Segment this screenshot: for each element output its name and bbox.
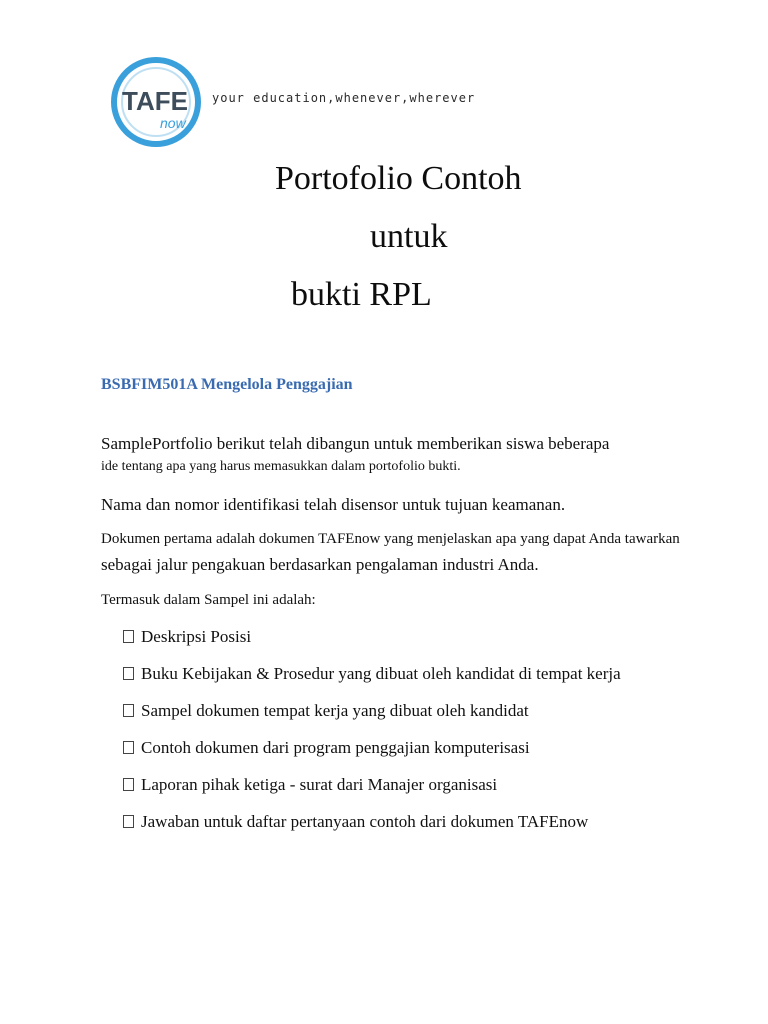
tagline: your education,whenever,wherever <box>212 91 476 105</box>
intro-paragraph-line-1: SamplePortfolio berikut telah dibangun untuk memberikan siswa beberapa <box>101 434 610 453</box>
security-note: Nama dan nomor identifikasi telah disensor untuk tujuan keamanan. <box>101 495 566 514</box>
list-item <box>123 664 621 701</box>
contents-list <box>123 627 621 849</box>
contents-intro: Termasuk dalam Sampel ini adalah: <box>101 592 316 608</box>
document-title-line-1: Portofolio Contoh <box>275 160 522 197</box>
intro-paragraph-line-2: ide tentang apa yang harus memasukkan dalam portofolio bukti. <box>101 459 461 474</box>
list-item <box>123 701 621 738</box>
list-item-text: Jawaban untuk daftar pertanyaan contoh dari dokumen TAFEnow <box>141 812 589 831</box>
list-item-text: Laporan pihak ketiga - surat dari Manajer organisasi <box>141 775 498 794</box>
bullet-box-icon <box>123 741 134 754</box>
list-item <box>123 738 621 775</box>
bullet-box-icon <box>123 815 134 828</box>
tafenow-logo <box>108 54 204 150</box>
list-item-text: Sampel dokumen tempat kerja yang dibuat oleh kandidat <box>141 701 529 720</box>
list-item <box>123 812 621 849</box>
bullet-box-icon <box>123 704 134 717</box>
list-item-text: Deskripsi Posisi <box>141 627 252 646</box>
list-item-text: Buku Kebijakan & Prosedur yang dibuat oleh kandidat di tempat kerja <box>141 664 621 683</box>
bullet-box-icon <box>123 667 134 680</box>
logo-secondary-text: now <box>160 115 186 131</box>
list-item <box>123 775 621 812</box>
logo-primary-text: TAFE <box>122 86 188 116</box>
document-title-line-2: untuk <box>370 218 448 255</box>
list-item <box>123 627 621 664</box>
bullet-box-icon <box>123 778 134 791</box>
first-document-note-line-2: sebagai jalur pengakuan berdasarkan pengalaman industri Anda. <box>101 555 539 574</box>
first-document-note-line-1: Dokumen pertama adalah dokumen TAFEnow yang menjelaskan apa yang dapat Anda tawarkan <box>101 531 680 547</box>
unit-heading: BSBFIM501A Mengelola Penggajian <box>101 376 353 393</box>
bullet-box-icon <box>123 630 134 643</box>
document-title-line-3: bukti RPL <box>291 276 432 313</box>
list-item-text: Contoh dokumen dari program penggajian komputerisasi <box>141 738 530 757</box>
